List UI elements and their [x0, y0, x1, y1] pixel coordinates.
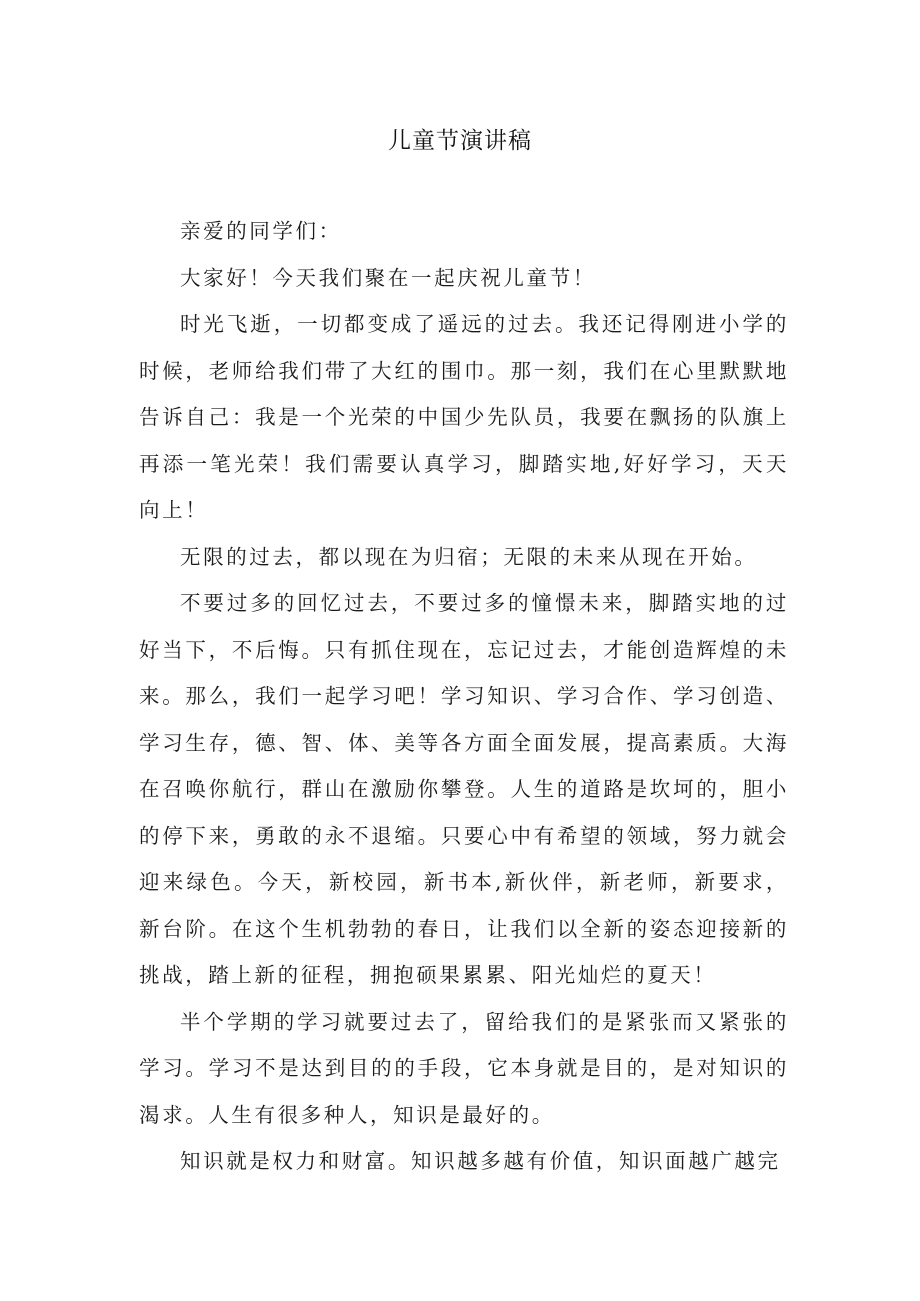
document-title: 儿童节演讲稿 [388, 128, 532, 154]
paragraph-greeting: 大家好！今天我们聚在一起庆祝儿童节！ [180, 265, 596, 290]
document-body [139, 208, 789, 1185]
paragraph-past-future: 无限的过去，都以现在为归宿；无限的未来从现在开始。 [180, 544, 758, 569]
paragraph-memory: 时光飞逝，一切都变成了遥远的过去。我还记得刚进小学的时候，老师给我们带了大红的围巾。那一刻，我们在心里默默地告诉自己：我是一个光荣的中国少先队员，我要在飘扬的队旗上再添一笔光荣！我们需要认真学习，脚踏实地,好好学习，天天向上！ [139, 312, 789, 522]
paragraph-knowledge: 知识就是权力和财富。知识越多越有价值，知识面越广越完 [180, 1149, 781, 1173]
paragraph-salutation: 亲爱的同学们： [180, 219, 342, 243]
paragraph-present: 不要过多的回忆过去，不要过多的憧憬未来，脚踏实地的过好当下，不后悔。只有抓住现在，忘记过去，才能创造辉煌的未来。那么，我们一起学习吧！学习知识、学习合作、学习创造、学习生存，德、智、体、美等各方面全面发展，提高素质。大海在召唤你航行，群山在激励你攀登。人生的道路是坎坷的，胆小的停下来，勇敢的永不退缩。只要心中有希望的领域，努力就会迎来绿色。今天，新校园，新书本,新伙伴，新老师，新要求，新台阶。在这个生机勃勃的春日，让我们以全新的姿态迎接新的挑战，踏上新的征程，拥抱硕果累累、阳光灿烂的夏天！ [139, 591, 789, 987]
paragraph-semester: 半个学期的学习就要过去了，留给我们的是紧张而又紧张的学习。学习不是达到目的的手段，它本身就是目的，是对知识的渴求。人生有很多种人，知识是最好的。 [139, 1009, 789, 1127]
